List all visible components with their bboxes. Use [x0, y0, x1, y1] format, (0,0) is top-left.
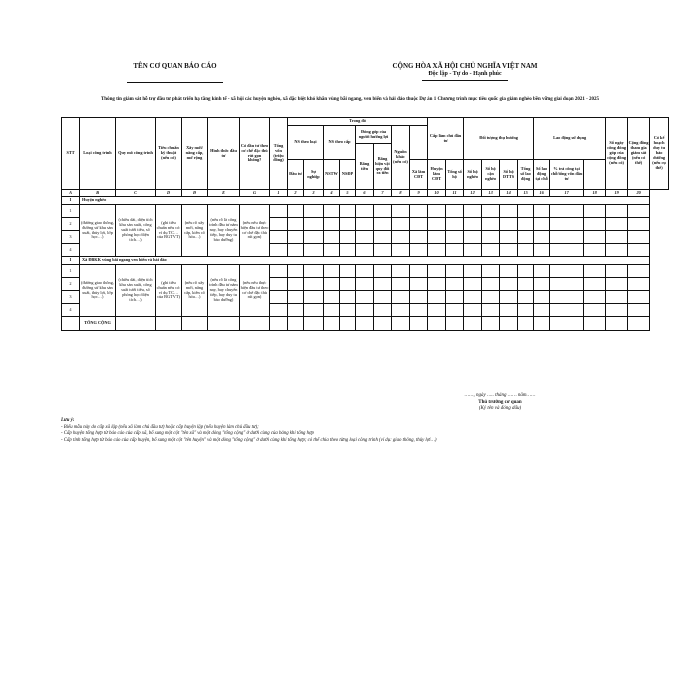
monitoring-table — [61, 117, 669, 331]
table-row — [62, 205, 669, 218]
th-songay: Số ngày công đóng góp của cộng đồng (nếu có) — [606, 118, 628, 190]
col-code: 13 — [482, 190, 500, 197]
th-tongvon: Tổng vốn (triệu đồng) — [270, 118, 288, 190]
signature-date: ……, ngày ….. tháng …… năm…… — [464, 393, 536, 398]
section-label: Xã ĐBKK vùng bãi ngang ven biển và hải đảo — [80, 257, 650, 265]
th-tieuchuan: Tiêu chuẩn kỹ thuật (nếu có) — [156, 118, 182, 190]
col-code: 7 — [374, 190, 392, 197]
sample-tieuchuan: (ghi tiêu chuẩn nếu có: ví dụ TC… của BGTVT) — [156, 205, 182, 257]
col-code: Đ — [182, 190, 208, 197]
col-code: 15 — [518, 190, 534, 197]
col-code: 5 — [340, 190, 356, 197]
col-code: 6 — [356, 190, 374, 197]
national-header — [360, 62, 570, 81]
sample-xaymoi: (nếu rõ xây mới, nâng cấp, kiên cố hóa…) — [182, 205, 208, 257]
th-tongsohgd: Tổng số hộ — [446, 160, 464, 190]
sample-quymo: (chiều dài, diện tích khu sản xuất, công suất tưới tiêu, số phòng học/diện tích…) — [116, 205, 156, 257]
th-sunghiep: Sự nghiệp — [304, 160, 324, 190]
th-ns-theo-cap: NS theo cấp — [324, 126, 356, 160]
th-congdong: Cộng đồng tham gia giám sát (nếu có thể) — [628, 118, 650, 190]
th-quymo: Quy mô công trình — [116, 118, 156, 190]
document-title: Thông tin giám sát hỗ trợ đầu tư phát triển hạ tầng kinh tế - xã hội các huyện nghèo, xã đặc biệt khó khăn vùng bãi ngang, ven biển và hải đảo thuộc Dự án 1 Chương trình mục tiêu quốc gia giảm nghèo bền vững giai đoạn 2021 - 2025 — [100, 97, 600, 102]
section-number: I — [62, 257, 80, 265]
col-code: B — [80, 190, 116, 197]
sample-quymo: (chiều dài, diện tích khu sản xuất, công suất tưới tiêu, số phòng học/diện tích…) — [116, 265, 156, 317]
th-bangtien: Bằng tiền — [356, 144, 374, 190]
th-donggop: Đóng góp của người hưởng lợi — [356, 126, 392, 144]
th-dautu: Đầu tư — [288, 160, 304, 190]
notes-title: Lưu ý: — [61, 418, 75, 423]
motto-underline — [422, 80, 508, 81]
row-number: 1 — [62, 265, 80, 278]
col-code: 2 — [288, 190, 304, 197]
country-name: CỘNG HÒA XÃ HỘI CHỦ NGHĨA VIỆT NAM — [392, 62, 538, 70]
th-doituong: Đối tượng thụ hưởng — [464, 118, 534, 160]
table-row — [62, 265, 669, 278]
sample-cochedacthu: (nếu nếu thực hiện đầu tư theo cơ chế đặc thù rút gọn) — [240, 265, 270, 317]
col-code: E — [208, 190, 240, 197]
th-tyle: % trả công tại chỗ/tổng vốn đầu tư — [550, 160, 584, 190]
signature-block — [420, 393, 580, 413]
th-kehoach: Có kế hoạch duy tu bảo dưỡng (nếu cụ thể) — [650, 118, 669, 190]
col-code: 20 — [628, 190, 650, 197]
notes-section — [61, 418, 661, 444]
signature-note: (Ký tên và đóng dấu) — [478, 406, 522, 411]
sample-xaymoi: (nếu rõ xây mới, nâng cấp, kiên cố hóa…) — [182, 265, 208, 317]
th-xalam: Xã làm CĐT — [410, 160, 428, 190]
th-nstw: NSTW — [324, 160, 340, 190]
sample-cochedacthu: (nếu nếu thực hiện đầu tư theo cơ chế đặc thù rút gọn) — [240, 205, 270, 257]
th-ns-theo-loai: NS theo loại — [288, 126, 324, 160]
th-bienhien: Bằng hiện vật quy đổi ra tiền — [374, 144, 392, 190]
th-hinhthuc: Hình thức đầu tư — [208, 118, 240, 190]
col-code: 1 — [270, 190, 288, 197]
col-code: G — [240, 190, 270, 197]
col-code: 16 — [534, 190, 550, 197]
row-number: 4 — [62, 304, 80, 317]
th-nguonkhac: Nguồn khác (nếu có) — [392, 126, 410, 190]
section-row-xa-dbkk — [62, 257, 669, 265]
col-code: 14 — [500, 190, 518, 197]
column-code-row — [62, 190, 669, 197]
th-cap: Cấp làm chủ đầu tư — [428, 118, 464, 160]
th-trongdo: Trong đó — [288, 118, 428, 126]
th-cochedacthu: Có đầu tư theo cơ chế đặc thù rút gọn không? — [240, 118, 270, 190]
signature-role: Thủ trưởng cơ quan — [478, 399, 522, 405]
section-row-huyen-ngheo — [62, 197, 669, 205]
row-number: 2 — [62, 278, 80, 291]
th-tongsold: Tổng số lao động — [518, 160, 534, 190]
note-line: - Biểu mẫu này do cấp xã lập (nếu xã làm chủ đầu tư) hoặc cấp huyện lập (nếu huyện làm chủ đầu tư); — [61, 424, 259, 430]
th-nsdp: NSĐP — [340, 160, 356, 190]
col-code: A — [62, 190, 80, 197]
row-number: 1 — [62, 205, 80, 218]
sample-hinhthuc: (nếu rõ là công trình đầu tư năm nay, hay chuyển tiếp, hay duy tu bảo dưỡng) — [208, 265, 240, 317]
section-label: Huyện nghèo — [80, 197, 650, 205]
th-solaodong: Số lao động tại chỗ — [534, 160, 550, 190]
th-loai: Loại công trình — [80, 118, 116, 190]
col-code: C — [116, 190, 156, 197]
row-number: 2 — [62, 218, 80, 231]
sample-loai: (đường giao thông, đường sử khu sản xuất, thủy lợi, lớp học…) — [80, 265, 116, 317]
col-code: 11 — [446, 190, 464, 197]
col-code: 17 — [550, 190, 584, 197]
th-sohongheo: Số hộ nghèo — [464, 160, 482, 190]
row-number: 3 — [62, 231, 80, 244]
th-sohodtts: Số hộ DTTS — [500, 160, 518, 190]
row-number: 3 — [62, 291, 80, 304]
col-code: D — [156, 190, 182, 197]
th-stt: STT — [62, 118, 80, 190]
sample-hinhthuc: (nếu rõ là công trình đầu tư năm nay, hay chuyển tiếp, hay duy tu bảo dưỡng) — [208, 205, 240, 257]
agency-underline — [127, 82, 223, 83]
agency-header — [100, 62, 250, 83]
th-huyenlam: Huyện làm CĐT — [428, 160, 446, 190]
col-code: 19 — [606, 190, 628, 197]
th-sohocan: Số hộ cận nghèo — [482, 160, 500, 190]
col-code: 9 — [410, 190, 428, 197]
total-label: TỔNG CỘNG — [80, 317, 116, 331]
th-laodong: Lao động sử dụng — [534, 118, 606, 160]
motto: Độc lập - Tự do - Hạnh phúc — [428, 71, 502, 77]
col-code: 10 — [428, 190, 446, 197]
note-line: - Cấp huyện tổng hợp từ báo cáo của cấp xã, bổ sung một cột "tên xã" và một dòng "tổng cộng" ở dưới cùng của bảng khi tổng hợp — [61, 431, 314, 437]
section-number: I — [62, 197, 80, 205]
note-line: - Cấp tỉnh tổng hợp từ báo cáo của cấp huyện, bổ sung một cột "tên huyện" và một dòng "tổng cộng" ở dưới cùng khi tổng hợp; có thể chia theo từng loại công trình (ví dụ: giao thông, thủy lợi…) — [61, 437, 437, 443]
col-code: 18 — [584, 190, 606, 197]
col-code: 4 — [324, 190, 340, 197]
row-number: 4 — [62, 244, 80, 257]
sample-loai: (đường giao thông, đường sử khu sản xuất, thủy lợi, lớp học…) — [80, 205, 116, 257]
sample-tieuchuan: (ghi tiêu chuẩn nếu có: ví dụ TC… của BGTVT) — [156, 265, 182, 317]
th-xaymoi: Xây mới/ nâng cấp, mở rộng — [182, 118, 208, 190]
col-code: 12 — [464, 190, 482, 197]
total-row — [62, 317, 669, 331]
agency-name: TÊN CƠ QUAN BÁO CÁO — [133, 62, 217, 70]
col-code: 3 — [304, 190, 324, 197]
col-code: 8 — [392, 190, 410, 197]
